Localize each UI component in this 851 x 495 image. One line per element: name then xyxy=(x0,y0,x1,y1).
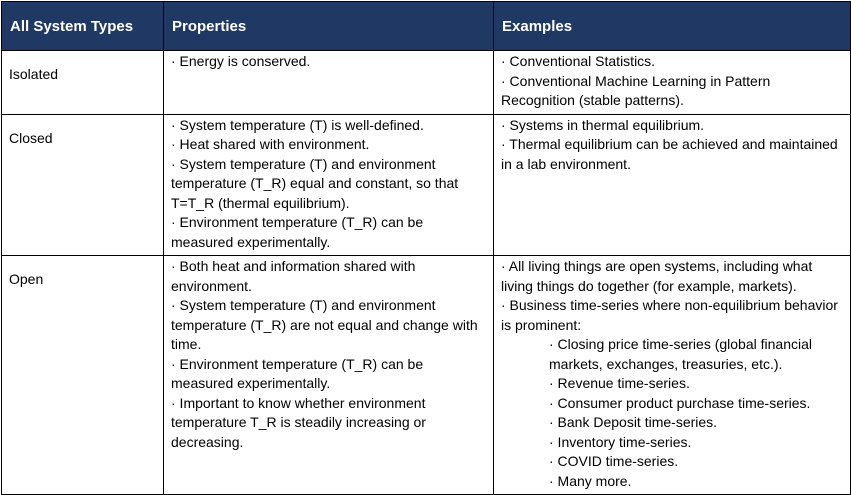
property-item: · Energy is conserved. xyxy=(171,53,311,69)
example-subitem: · COVID time-series. xyxy=(549,453,679,469)
example-item: · Conventional Machine Learning in Pattern Recognition (stable patterns). xyxy=(501,72,771,108)
system-types-table xyxy=(1,1,851,495)
examples-cell xyxy=(494,114,851,256)
property-item: · Both heat and information shared with environment. xyxy=(171,258,416,294)
example-subitem: · Consumer product purchase time-series. xyxy=(549,394,811,411)
property-item: · Important to know whether environment temperature T_R is steadily increasing or decreasing. xyxy=(171,394,426,450)
header-properties: Properties xyxy=(164,2,494,51)
example-item: · Systems in thermal equilibrium. xyxy=(501,116,705,133)
property-item: · Environment temperature (T_R) can be measured experimentally. xyxy=(171,214,424,250)
properties-cell xyxy=(164,114,494,256)
examples-cell xyxy=(494,256,851,495)
example-item: · Thermal equilibrium can be achieved and maintained in a lab environment. xyxy=(501,136,838,172)
property-item: · System temperature (T) and environment temperature (T_R) are not equal and change with time. xyxy=(171,297,478,352)
table-row-open xyxy=(2,256,851,495)
property-item: · System temperature (T) is well-defined. xyxy=(171,116,424,133)
table-row-isolated xyxy=(2,51,851,115)
properties-cell xyxy=(164,256,494,495)
example-item: · Business time-series where non-equilibrium behavior is prominent: xyxy=(501,297,838,333)
example-subitem: · Many more. xyxy=(549,472,632,489)
example-item: · Conventional Statistics. xyxy=(501,53,656,69)
table-row-closed xyxy=(2,114,851,256)
example-subitem: · Revenue time-series. xyxy=(549,375,690,391)
example-subitem: · Inventory time-series. xyxy=(549,433,692,450)
system-type-cell: Closed xyxy=(2,114,164,256)
example-item: · All living things are open systems, including what living things do together (for example, markets). xyxy=(501,258,813,294)
property-item: · System temperature (T) and environment temperature (T_R) equal and constant, so that T=T_R (thermal equilibrium). xyxy=(171,155,459,211)
property-item: · Environment temperature (T_R) can be measured experimentally. xyxy=(171,355,424,391)
header-examples: Examples xyxy=(494,2,851,51)
system-type-cell: Open xyxy=(2,256,164,495)
header-row xyxy=(2,2,851,51)
system-type-cell: Isolated xyxy=(2,51,164,115)
property-item: · Heat shared with environment. xyxy=(171,136,370,152)
example-subitem: · Closing price time-series (global financial markets, exchanges, treasuries, etc.). xyxy=(549,336,812,372)
header-system-types: All System Types xyxy=(2,2,164,51)
example-subitem: · Bank Deposit time-series. xyxy=(549,414,718,430)
examples-cell xyxy=(494,51,851,115)
properties-cell xyxy=(164,51,494,115)
